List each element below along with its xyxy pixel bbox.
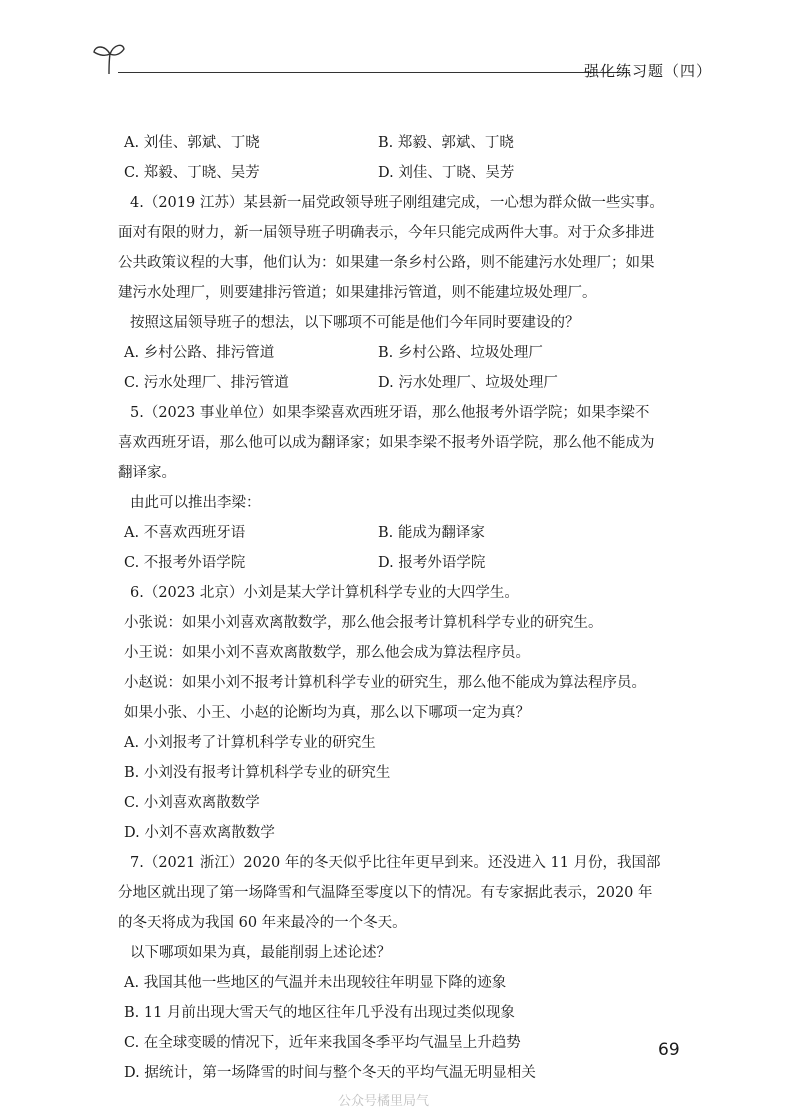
q5-option-c: C. 不报考外语学院 <box>124 555 246 571</box>
q7-stem-line: 的冬天将成为我国 60 年来最冷的一个冬天。 <box>118 915 407 931</box>
q5-options-row-1 <box>124 518 694 548</box>
q3-option-a: A. 刘佳、郭斌、丁晓 <box>124 135 260 151</box>
q6-question: 如果小张、小王、小赵的论断均为真，那么以下哪项一定为真？ <box>124 705 530 721</box>
q4-options-row-2 <box>124 368 694 398</box>
q5-stem-line: 翻译家。 <box>118 465 176 481</box>
q6-statement-wang: 小王说：如果小刘不喜欢离散数学，那么他会成为算法程序员。 <box>124 645 530 661</box>
sprout-icon <box>92 40 126 76</box>
q3-options-row-1 <box>124 128 694 158</box>
watermark: 公众号橘里局气 <box>338 1094 430 1109</box>
q4-stem-line: 4.（2019 江苏）某县新一届党政领导班子刚组建完成，一心想为群众做一些实事。 <box>130 195 664 211</box>
q7-option-d: D. 据统计，第一场降雪的时间与整个冬天的平均气温无明显相关 <box>124 1065 536 1081</box>
q4-option-c: C. 污水处理厂、排污管道 <box>124 375 289 391</box>
q4-stem-line: 建污水处理厂，则要建排污管道；如果建排污管道，则不能建垃圾处理厂。 <box>118 285 597 301</box>
q6-intro: 6.（2023 北京）小刘是某大学计算机科学专业的大四学生。 <box>130 585 519 601</box>
q5-options-row-2 <box>124 548 694 578</box>
q5-option-d: D. 报考外语学院 <box>378 555 486 571</box>
header-rule <box>118 72 630 73</box>
q7-stem-line: 分地区就出现了第一场降雪和气温降至零度以下的情况。有专家据此表示，2020 年 <box>118 885 653 901</box>
q5-question: 由此可以推出李梁： <box>130 495 261 511</box>
q7-option-a: A. 我国其他一些地区的气温并未出现较往年明显下降的迹象 <box>124 975 507 991</box>
section-title: 强化练习题（四） <box>583 62 712 80</box>
q5-option-b: B. 能成为翻译家 <box>378 525 485 541</box>
q6-option-a: A. 小刘报考了计算机科学专业的研究生 <box>124 735 376 751</box>
q4-options-row-1 <box>124 338 694 368</box>
page-header <box>92 40 712 80</box>
q7-option-b: B. 11 月前出现大雪天气的地区往年几乎没有出现过类似现象 <box>124 1005 515 1021</box>
q3-option-d: D. 刘佳、丁晓、吴芳 <box>378 165 515 181</box>
q6-statement-zhang: 小张说：如果小刘喜欢离散数学，那么他会报考计算机科学专业的研究生。 <box>124 615 603 631</box>
q4-option-d: D. 污水处理厂、垃圾处理厂 <box>378 375 558 391</box>
q4-stem-line: 面对有限的财力，新一届领导班子明确表示，今年只能完成两件大事。对于众多排进 <box>118 225 655 241</box>
q7-stem-line: 7.（2021 浙江）2020 年的冬天似乎比往年更早到来。还没进入 11 月份，我国部 <box>130 855 661 871</box>
q3-options-row-2 <box>124 158 694 188</box>
q4-option-a: A. 乡村公路、排污管道 <box>124 345 275 361</box>
q7-option-c: C. 在全球变暖的情况下，近年来我国冬季平均气温呈上升趋势 <box>124 1035 521 1051</box>
q3-option-c: C. 郑毅、丁晓、吴芳 <box>124 165 260 181</box>
q4-question: 按照这届领导班子的想法，以下哪项不可能是他们今年同时要建设的？ <box>130 315 580 331</box>
q5-stem-line: 喜欢西班牙语，那么他可以成为翻译家；如果李梁不报考外语学院，那么他不能成为 <box>118 435 655 451</box>
exercise-content <box>118 128 694 1088</box>
q5-option-a: A. 不喜欢西班牙语 <box>124 525 246 541</box>
q7-question: 以下哪项如果为真，最能削弱上述论述？ <box>130 945 391 961</box>
q6-statement-zhao: 小赵说：如果小刘不报考计算机科学专业的研究生，那么他不能成为算法程序员。 <box>124 675 646 691</box>
q6-option-d: D. 小刘不喜欢离散数学 <box>124 825 275 841</box>
q6-option-b: B. 小刘没有报考计算机科学专业的研究生 <box>124 765 391 781</box>
q3-option-b: B. 郑毅、郭斌、丁晓 <box>378 135 514 151</box>
q5-stem-line: 5.（2023 事业单位）如果李梁喜欢西班牙语，那么他报考外语学院；如果李梁不 <box>130 405 650 421</box>
page-number: 69 <box>658 1040 680 1060</box>
q6-option-c: C. 小刘喜欢离散数学 <box>124 795 260 811</box>
q4-stem-line: 公共政策议程的大事，他们认为：如果建一条乡村公路，则不能建污水处理厂；如果 <box>118 255 655 271</box>
q4-option-b: B. 乡村公路、垃圾处理厂 <box>378 345 543 361</box>
